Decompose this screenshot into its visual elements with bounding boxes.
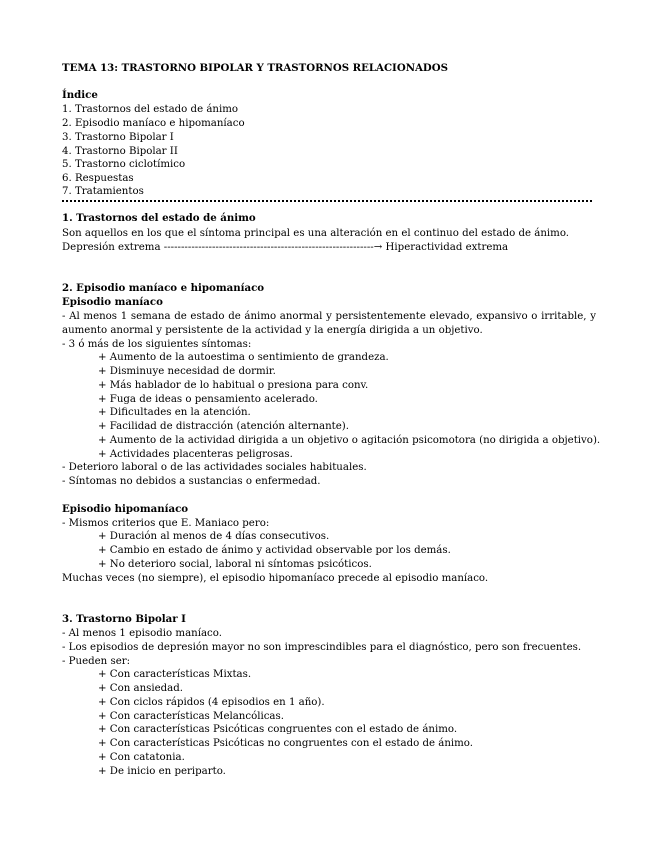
hypomanic-subheading: Episodio hipomaníaco <box>62 503 189 515</box>
manic-subheading: Episodio maníaco <box>62 296 163 308</box>
index-item: 2. Episodio maníaco e hipomaníaco <box>62 118 245 129</box>
bipolar1-specifier: + Con características Psicóticas congruentes con el estado de ánimo. <box>98 724 458 735</box>
index-item: 4. Trastorno Bipolar II <box>62 146 178 157</box>
index-heading: Índice <box>62 89 98 101</box>
manic-criterion-1b: aumento anormal y persistente de la actividad y la energía dirigida a un objetivo. <box>62 325 483 336</box>
index-item: 3. Trastorno Bipolar I <box>62 132 174 143</box>
index-item: 7. Tratamientos <box>62 186 144 197</box>
manic-criterion-1a: - Al menos 1 semana de estado de ánimo anormal y persistentemente elevado, expansivo o irritable, y <box>62 311 596 322</box>
manic-symptom: + Disminuye necesidad de dormir. <box>98 366 276 377</box>
bipolar1-criterion-3: - Pueden ser: <box>62 656 131 667</box>
document-title: TEMA 13: TRASTORNO BIPOLAR Y TRASTORNOS RELACIONADOS <box>62 62 448 74</box>
manic-symptom: + Aumento de la autoestima o sentimiento de grandeza. <box>98 352 389 363</box>
manic-criterion-2: - 3 ó más de los siguientes síntomas: <box>62 339 252 350</box>
section1-heading: 1. Trastornos del estado de ánimo <box>62 212 256 224</box>
section1-continuum: Depresión extrema -------------------------------------------------------------→ Hiperactividad extrema <box>62 242 509 253</box>
index-item: 5. Trastorno ciclotímico <box>62 159 186 170</box>
bipolar1-specifier: + Con características Psicóticas no congruentes con el estado de ánimo. <box>98 738 473 749</box>
index-item: 1. Trastornos del estado de ánimo <box>62 104 239 115</box>
bipolar1-criterion-2: - Los episodios de depresión mayor no son imprescindibles para el diagnóstico, pero son frecuentes. <box>62 642 582 653</box>
bipolar1-specifier: + Con características Mixtas. <box>98 669 252 680</box>
manic-symptom: + Actividades placenteras peligrosas. <box>98 449 293 460</box>
section2-heading: 2. Episodio maníaco e hipomaníaco <box>62 282 265 294</box>
dotted-divider <box>62 200 592 202</box>
manic-criterion-3: - Deterioro laboral o de las actividades sociales habituales. <box>62 462 367 473</box>
bipolar1-specifier: + Con ciclos rápidos (4 episodios en 1 año). <box>98 697 325 708</box>
manic-criterion-4: - Síntomas no debidos a sustancias o enfermedad. <box>62 476 321 487</box>
section3-heading: 3. Trastorno Bipolar I <box>62 613 186 625</box>
hypomanic-bullet: + No deterioro social, laboral ni síntomas psicóticos. <box>98 559 372 570</box>
bipolar1-specifier: + De inicio en periparto. <box>98 766 226 777</box>
manic-symptom: + Fuga de ideas o pensamiento acelerado. <box>98 394 318 405</box>
manic-symptom: + Facilidad de distracción (atención alternante). <box>98 421 349 432</box>
section1-text: Son aquellos en los que el síntoma principal es una alteración en el continuo del estado de ánimo. <box>62 228 570 239</box>
manic-symptom: + Dificultades en la atención. <box>98 407 251 418</box>
bipolar1-specifier: + Con características Melancólicas. <box>98 711 284 722</box>
bipolar1-specifier: + Con catatonia. <box>98 752 185 763</box>
bipolar1-criterion-1: - Al menos 1 episodio maníaco. <box>62 628 222 639</box>
index-item: 6. Respuestas <box>62 173 134 184</box>
manic-symptom: + Aumento de la actividad dirigida a un objetivo o agitación psicomotora (no dirigida a objetivo). <box>98 435 601 446</box>
hypomanic-criterion-1: - Mismos criterios que E. Maniaco pero: <box>62 518 270 529</box>
hypomanic-bullet: + Duración al menos de 4 días consecutivos. <box>98 531 330 542</box>
hypomanic-note: Muchas veces (no siempre), el episodio hipomaníaco precede al episodio maníaco. <box>62 573 489 584</box>
manic-symptom: + Más hablador de lo habitual o presiona para conv. <box>98 380 369 391</box>
hypomanic-bullet: + Cambio en estado de ánimo y actividad observable por los demás. <box>98 545 451 556</box>
bipolar1-specifier: + Con ansiedad. <box>98 683 184 694</box>
